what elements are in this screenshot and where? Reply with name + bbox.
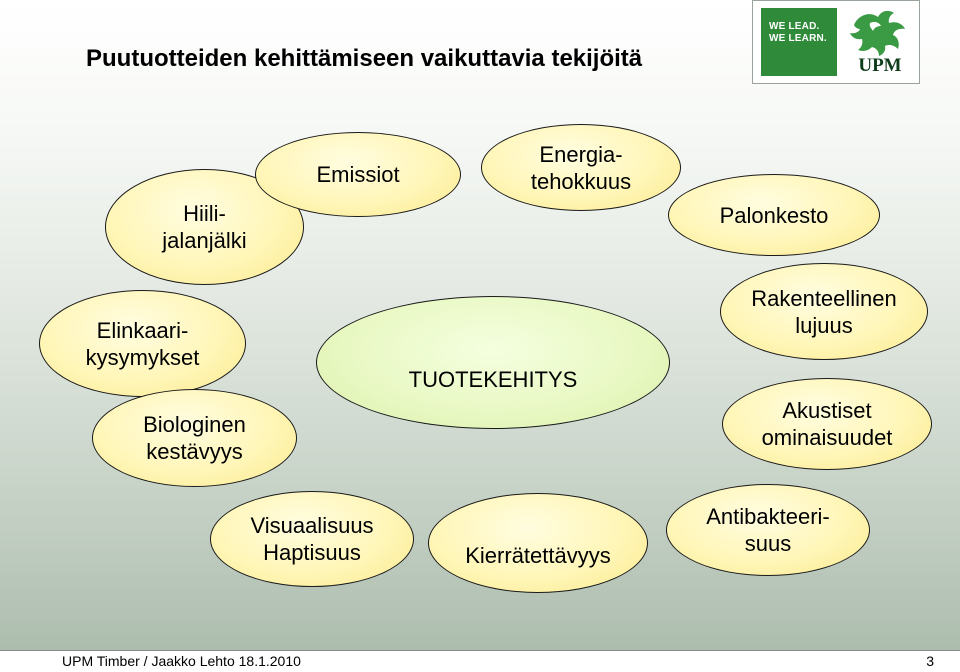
node-label: jalanjälki: [162, 228, 247, 253]
footer-credit: UPM Timber / Jaakko Lehto 18.1.2010: [62, 653, 301, 669]
page-number: 3: [926, 653, 934, 669]
footer: [0, 650, 960, 672]
node-label: Haptisuus: [263, 540, 361, 565]
node-label: Kierrätettävyys: [465, 542, 611, 568]
node-palonkesto: [668, 174, 880, 256]
node-label: lujuus: [795, 312, 853, 338]
node-label: kestävyys: [146, 439, 243, 464]
node-label: Emissiot: [316, 162, 400, 187]
griffin-icon: [848, 7, 908, 57]
logo-slogan: [769, 21, 833, 45]
node-biologinen-kestavyys: [92, 389, 297, 487]
node-label: Antibakteeri-: [706, 504, 830, 529]
node-rakenteellinen-lujuus: [720, 263, 928, 360]
node-kierratettavyys: [428, 493, 648, 593]
node-tuotekehitys: [316, 296, 670, 429]
node-antibakteerisuus: [666, 484, 870, 576]
node-label: tehokkuus: [530, 168, 632, 194]
node-label: kysymykset: [85, 344, 200, 370]
node-akustiset-ominaisuudet: [722, 378, 932, 470]
center-label: TUOTEKEHITYS: [408, 367, 578, 392]
node-label: Hiili-: [183, 201, 226, 226]
node-label: Elinkaari-: [96, 317, 189, 343]
node-label: ominaisuudet: [761, 425, 893, 450]
node-visuaalisuus-haptisuus: [210, 491, 414, 587]
logo-brand: UPM: [858, 55, 902, 76]
node-label: Palonkesto: [719, 202, 829, 228]
logo-slogan-line2: WE LEARN.: [769, 33, 827, 44]
logo-slogan-line1: WE LEAD.: [769, 21, 820, 32]
node-elinkaarikysymykset: [39, 290, 246, 397]
node-label: Akustiset: [782, 398, 872, 423]
node-label: Energia-: [539, 141, 623, 167]
node-energiatehokkuus: [481, 124, 681, 211]
node-label: suus: [744, 531, 792, 556]
upm-logo: [752, 0, 920, 84]
node-label: Biologinen: [143, 412, 246, 437]
node-label: Visuaalisuus: [250, 513, 374, 538]
page-title: Puutuotteiden kehittämiseen vaikuttavia tekijöitä: [86, 45, 643, 72]
node-emissiot: [255, 132, 461, 217]
node-label: Rakenteellinen: [751, 285, 897, 311]
